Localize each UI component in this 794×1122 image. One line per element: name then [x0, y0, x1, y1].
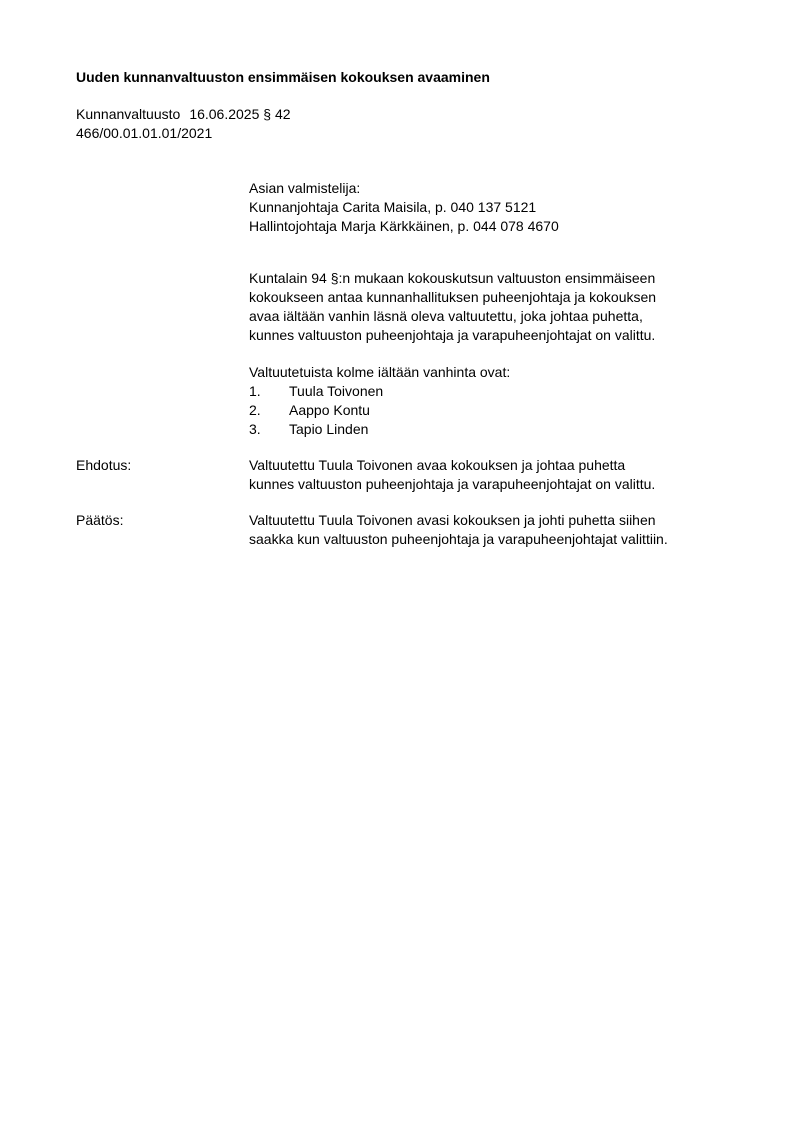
intro-line: avaa iältään vanhin läsnä oleva valtuutettu, joka johtaa puhetta,: [249, 308, 643, 324]
list-number: 2.: [249, 402, 261, 418]
preparer-heading: Asian valmistelija:: [249, 180, 361, 196]
preparer-block: [249, 179, 559, 236]
list-item: [249, 420, 510, 439]
proposal-text: [249, 456, 655, 494]
meeting-info: [76, 105, 291, 143]
list-name: Aappo Kontu: [289, 402, 370, 418]
eldest-members-block: [249, 363, 510, 439]
meeting-body: Kunnanvaltuusto: [76, 106, 181, 122]
decision-line: Valtuutettu Tuula Toivonen avasi kokouksen ja johti puhetta siihen: [249, 512, 656, 528]
record-number: 466/00.01.01.01/2021: [76, 125, 213, 141]
decision-line: saakka kun valtuuston puheenjohtaja ja varapuheenjohtajat valittiin.: [249, 531, 668, 547]
proposal-line: Valtuutettu Tuula Toivonen avaa kokouksen ja johtaa puhetta: [249, 457, 626, 473]
list-number: 3.: [249, 421, 261, 437]
meeting-line: [76, 105, 291, 124]
proposal-line: kunnes valtuuston puheenjohtaja ja varapuheenjohtajat on valittu.: [249, 476, 656, 492]
list-item: [249, 382, 510, 401]
list-item: [249, 401, 510, 420]
intro-paragraph: [249, 269, 656, 345]
page-title: Uuden kunnanvaltuuston ensimmäisen kokouksen avaaminen: [76, 69, 490, 85]
intro-line: Kuntalain 94 §:n mukaan kokouskutsun valtuuston ensimmäiseen: [249, 270, 656, 286]
proposal-label: Ehdotus:: [76, 457, 132, 473]
list-name: Tapio Linden: [289, 421, 369, 437]
preparer-line: Kunnanjohtaja Carita Maisila, p. 040 137 5121: [249, 199, 537, 215]
decision-text: [249, 511, 668, 549]
intro-line: kunnes valtuuston puheenjohtaja ja varapuheenjohtajat on valittu.: [249, 327, 656, 343]
list-name: Tuula Toivonen: [289, 383, 384, 399]
eldest-heading: Valtuutetuista kolme iältään vanhinta ovat:: [249, 364, 511, 380]
list-number: 1.: [249, 383, 261, 399]
meeting-date-section: 16.06.2025 § 42: [189, 106, 291, 122]
intro-line: kokoukseen antaa kunnanhallituksen puheenjohtaja ja kokouksen: [249, 289, 657, 305]
preparer-line: Hallintojohtaja Marja Kärkkäinen, p. 044 078 4670: [249, 218, 559, 234]
decision-label: Päätös:: [76, 512, 124, 528]
